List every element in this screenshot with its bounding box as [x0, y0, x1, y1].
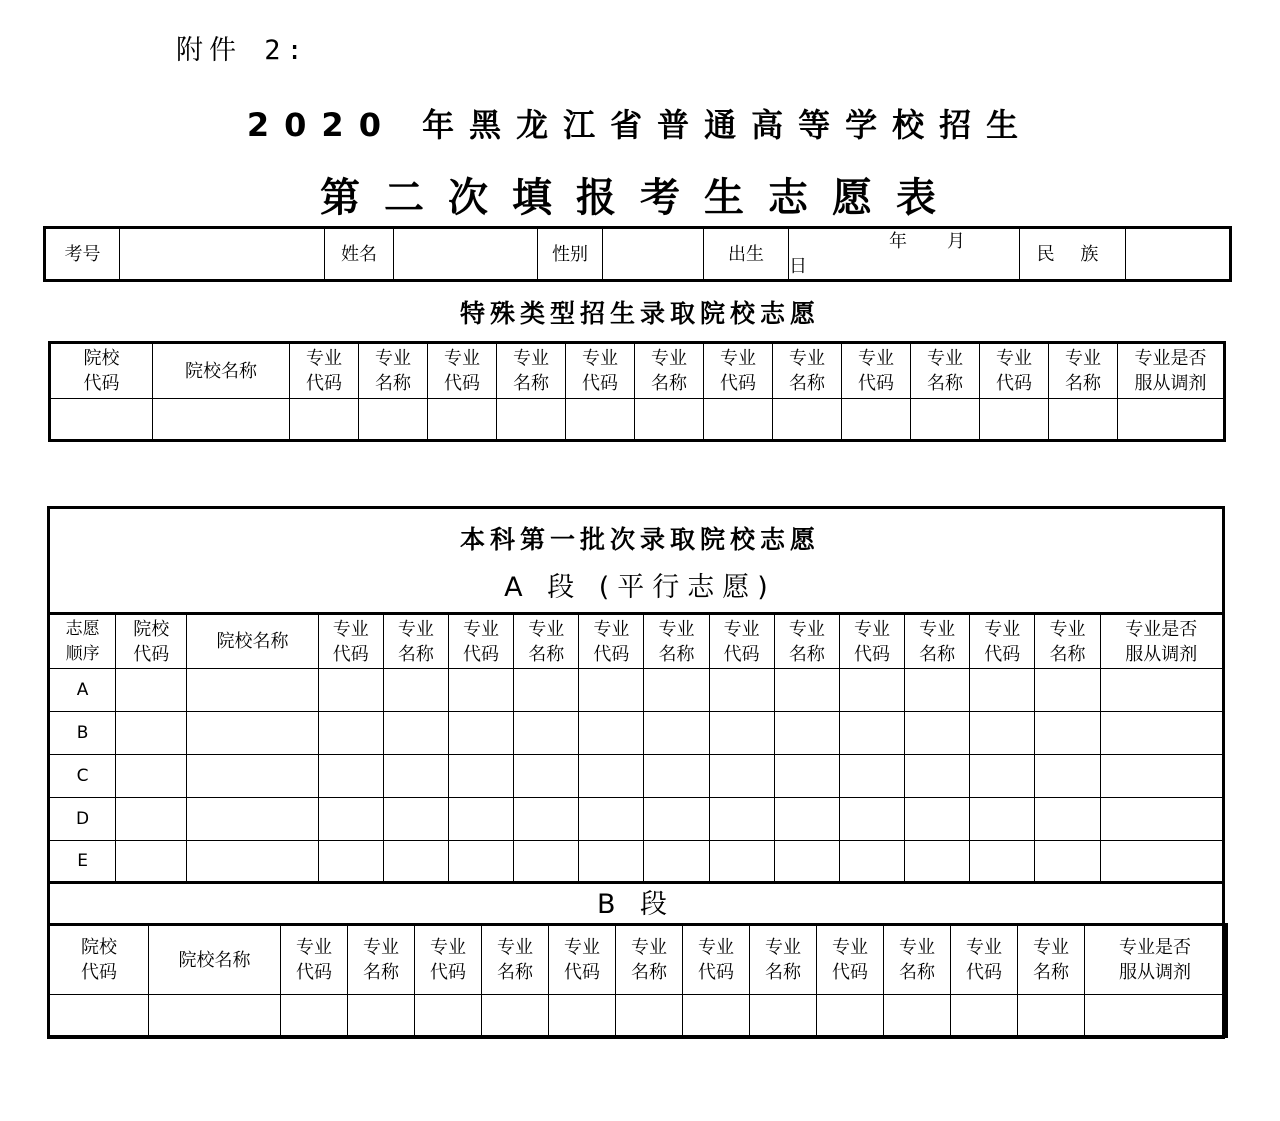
table-cell[interactable]: [1100, 841, 1223, 883]
major-name-header: 专业 名称: [383, 614, 448, 669]
table-cell[interactable]: [187, 712, 318, 755]
batch1-title: 本科第一批次录取院校志愿: [459, 525, 820, 554]
day-label: 日: [789, 256, 807, 277]
table-cell[interactable]: [1100, 755, 1223, 798]
table-header-row: [50, 343, 1225, 399]
major-name-header: 专业 名称: [911, 343, 980, 399]
table-cell[interactable]: [383, 841, 448, 883]
major-name-header: 专业 名称: [359, 343, 428, 399]
table-cell[interactable]: [905, 755, 970, 798]
table-cell[interactable]: [1035, 755, 1100, 798]
major-name-header: 专业 名称: [1018, 925, 1085, 995]
table-cell[interactable]: [187, 841, 318, 883]
table-cell[interactable]: [1100, 798, 1223, 841]
table-row: [49, 669, 1224, 712]
major-name-header: 专业 名称: [773, 343, 842, 399]
row-label: E: [49, 841, 116, 883]
major-name-header: 专业 名称: [616, 925, 683, 995]
major-name-header: 专业 名称: [1049, 343, 1118, 399]
major-code-header: 专业 代码: [318, 614, 383, 669]
table-cell[interactable]: [281, 995, 348, 1037]
table-cell[interactable]: [318, 798, 383, 841]
table-cell[interactable]: [359, 399, 428, 441]
table-cell[interactable]: [514, 841, 579, 883]
table-cell[interactable]: [644, 712, 709, 755]
table-cell[interactable]: [683, 995, 750, 1037]
major-code-header: 专业 代码: [842, 343, 911, 399]
table-cell[interactable]: [187, 798, 318, 841]
table-cell[interactable]: [1100, 669, 1223, 712]
major-code-header: 专业 代码: [683, 925, 750, 995]
table-cell[interactable]: [635, 399, 704, 441]
table-cell[interactable]: [911, 399, 980, 441]
major-code-header: 专业 代码: [817, 925, 884, 995]
major-code-header: 专业 代码: [951, 925, 1018, 995]
table-cell[interactable]: [774, 798, 839, 841]
table-row: [49, 841, 1224, 883]
name-field[interactable]: [394, 228, 538, 281]
table-cell[interactable]: [709, 755, 774, 798]
table-cell[interactable]: [839, 712, 904, 755]
school-code-header: 院校 代码: [50, 343, 153, 399]
table-cell[interactable]: [348, 995, 415, 1037]
table-cell[interactable]: [970, 798, 1035, 841]
table-cell[interactable]: [839, 669, 904, 712]
table-cell[interactable]: [514, 798, 579, 841]
birth-label: 出生: [704, 228, 789, 281]
table-cell[interactable]: [579, 841, 644, 883]
major-name-header: 专业 名称: [905, 614, 970, 669]
table-cell[interactable]: [579, 669, 644, 712]
table-header-row: [49, 614, 1224, 669]
major-code-header: 专业 代码: [290, 343, 359, 399]
ethnicity-field[interactable]: [1126, 228, 1231, 281]
table-row: [49, 798, 1224, 841]
table-cell[interactable]: [448, 669, 513, 712]
table-cell[interactable]: [774, 841, 839, 883]
special-title: 特殊类型招生录取院校志愿: [459, 299, 820, 328]
segment-a-table: [47, 612, 1225, 926]
table-cell[interactable]: [514, 755, 579, 798]
table-cell[interactable]: [644, 755, 709, 798]
table-cell[interactable]: [951, 995, 1018, 1037]
table-cell[interactable]: [644, 841, 709, 883]
table-cell[interactable]: [514, 669, 579, 712]
table-cell[interactable]: [318, 841, 383, 883]
table-cell[interactable]: [905, 712, 970, 755]
major-code-header: 专业 代码: [839, 614, 904, 669]
table-cell[interactable]: [1035, 669, 1100, 712]
table-cell[interactable]: [1100, 712, 1223, 755]
name-label: 姓名: [325, 228, 394, 281]
table-cell[interactable]: [839, 755, 904, 798]
table-cell[interactable]: [905, 798, 970, 841]
month-label: 月: [947, 231, 965, 252]
adjust-header: 专业是否 服从调剂: [1118, 343, 1225, 399]
table-cell[interactable]: [566, 399, 635, 441]
table-cell[interactable]: [116, 755, 187, 798]
table-cell[interactable]: [187, 669, 318, 712]
gender-label: 性别: [538, 228, 603, 281]
segment-b-table: [47, 923, 1228, 1038]
table-cell[interactable]: [616, 995, 683, 1037]
special-admission-table: [48, 341, 1226, 442]
table-cell[interactable]: [116, 798, 187, 841]
table-cell[interactable]: [187, 755, 318, 798]
table-cell[interactable]: [448, 755, 513, 798]
major-code-header: 专业 代码: [970, 614, 1035, 669]
table-cell[interactable]: [905, 669, 970, 712]
table-cell[interactable]: [448, 798, 513, 841]
table-cell[interactable]: [644, 798, 709, 841]
birth-date-field[interactable]: [789, 228, 1020, 281]
table-row: [50, 399, 1225, 441]
table-cell[interactable]: [448, 712, 513, 755]
segment-b-title: B 段: [49, 883, 1224, 926]
table-cell[interactable]: [428, 399, 497, 441]
attachment-label: 附件 2:: [176, 35, 309, 66]
table-cell[interactable]: [383, 712, 448, 755]
major-code-header: 专业 代码: [281, 925, 348, 995]
table-cell[interactable]: [1035, 798, 1100, 841]
table-cell[interactable]: [970, 841, 1035, 883]
table-row: [49, 712, 1224, 755]
table-cell[interactable]: [290, 399, 359, 441]
major-name-header: 专业 名称: [635, 343, 704, 399]
table-cell[interactable]: [842, 399, 911, 441]
table-cell[interactable]: [116, 841, 187, 883]
table-cell[interactable]: [817, 995, 884, 1037]
segment-a-title: A 段 (平行志愿): [504, 572, 776, 603]
table-cell[interactable]: [980, 399, 1049, 441]
table-cell[interactable]: [116, 669, 187, 712]
table-cell[interactable]: [1118, 399, 1225, 441]
table-cell[interactable]: [709, 841, 774, 883]
table-cell[interactable]: [884, 995, 951, 1037]
table-cell[interactable]: [1018, 995, 1085, 1037]
table-cell[interactable]: [905, 841, 970, 883]
table-cell[interactable]: [704, 399, 773, 441]
table-cell[interactable]: [709, 798, 774, 841]
table-cell[interactable]: [750, 995, 817, 1037]
table-cell[interactable]: [383, 798, 448, 841]
table-cell[interactable]: [318, 755, 383, 798]
school-code-header: 院校 代码: [49, 925, 149, 995]
table-cell[interactable]: [644, 669, 709, 712]
ethnicity-label: 民 族: [1020, 228, 1126, 281]
table-cell[interactable]: [1035, 841, 1100, 883]
table-cell[interactable]: [549, 995, 616, 1037]
exam-no-field[interactable]: [120, 228, 325, 281]
table-cell[interactable]: [709, 669, 774, 712]
major-code-header: 专业 代码: [448, 614, 513, 669]
major-name-header: 专业 名称: [644, 614, 709, 669]
major-code-header: 专业 代码: [709, 614, 774, 669]
row-label: A: [49, 669, 116, 712]
major-name-header: 专业 名称: [497, 343, 566, 399]
table-cell[interactable]: [49, 995, 149, 1037]
major-code-header: 专业 代码: [980, 343, 1049, 399]
table-cell[interactable]: [318, 712, 383, 755]
major-name-header: 专业 名称: [348, 925, 415, 995]
table-cell[interactable]: [383, 669, 448, 712]
major-name-header: 专业 名称: [774, 614, 839, 669]
major-code-header: 专业 代码: [566, 343, 635, 399]
table-cell[interactable]: [774, 669, 839, 712]
segment-b-row: [49, 883, 1224, 926]
row-label: B: [49, 712, 116, 755]
table-cell[interactable]: [709, 712, 774, 755]
row-label: C: [49, 755, 116, 798]
table-cell[interactable]: [1085, 995, 1227, 1037]
major-name-header: 专业 名称: [482, 925, 549, 995]
table-cell[interactable]: [970, 755, 1035, 798]
table-cell[interactable]: [1049, 399, 1118, 441]
table-cell[interactable]: [970, 712, 1035, 755]
major-code-header: 专业 代码: [415, 925, 482, 995]
year-label: 年: [889, 231, 907, 252]
table-cell[interactable]: [970, 669, 1035, 712]
table-cell[interactable]: [383, 755, 448, 798]
table-row: [49, 755, 1224, 798]
table-cell[interactable]: [497, 399, 566, 441]
table-cell[interactable]: [149, 995, 281, 1037]
major-code-header: 专业 代码: [704, 343, 773, 399]
school-name-header: 院校名称: [153, 343, 290, 399]
table-cell[interactable]: [318, 669, 383, 712]
title-line1: 2020 年黑龙江省普通高等学校招生: [246, 106, 1034, 144]
table-cell[interactable]: [839, 841, 904, 883]
title-line2: 第二次填报考生志愿表: [320, 175, 960, 221]
table-cell[interactable]: [482, 995, 549, 1037]
major-name-header: 专业 名称: [514, 614, 579, 669]
school-name-header: 院校名称: [187, 614, 318, 669]
table-cell[interactable]: [774, 755, 839, 798]
table-cell[interactable]: [50, 399, 153, 441]
order-header: 志愿 顺序: [49, 614, 116, 669]
major-name-header: 专业 名称: [750, 925, 817, 995]
school-code-header: 院校 代码: [116, 614, 187, 669]
table-cell[interactable]: [774, 712, 839, 755]
table-cell[interactable]: [579, 755, 644, 798]
major-code-header: 专业 代码: [428, 343, 497, 399]
major-name-header: 专业 名称: [884, 925, 951, 995]
table-cell[interactable]: [579, 798, 644, 841]
table-cell[interactable]: [448, 841, 513, 883]
table-cell[interactable]: [514, 712, 579, 755]
table-cell[interactable]: [773, 399, 842, 441]
gender-field[interactable]: [603, 228, 704, 281]
major-code-header: 专业 代码: [579, 614, 644, 669]
table-header-row: [49, 925, 1227, 995]
table-row: [49, 995, 1227, 1037]
row-label: D: [49, 798, 116, 841]
table-cell[interactable]: [1035, 712, 1100, 755]
school-name-header: 院校名称: [149, 925, 281, 995]
major-code-header: 专业 代码: [549, 925, 616, 995]
table-cell[interactable]: [839, 798, 904, 841]
table-cell[interactable]: [415, 995, 482, 1037]
exam-no-label: 考号: [45, 228, 120, 281]
table-cell[interactable]: [116, 712, 187, 755]
adjust-header: 专业是否 服从调剂: [1100, 614, 1223, 669]
candidate-info-table: [43, 226, 1232, 282]
major-name-header: 专业 名称: [1035, 614, 1100, 669]
table-cell[interactable]: [579, 712, 644, 755]
table-cell[interactable]: [153, 399, 290, 441]
adjust-header: 专业是否 服从调剂: [1085, 925, 1227, 995]
